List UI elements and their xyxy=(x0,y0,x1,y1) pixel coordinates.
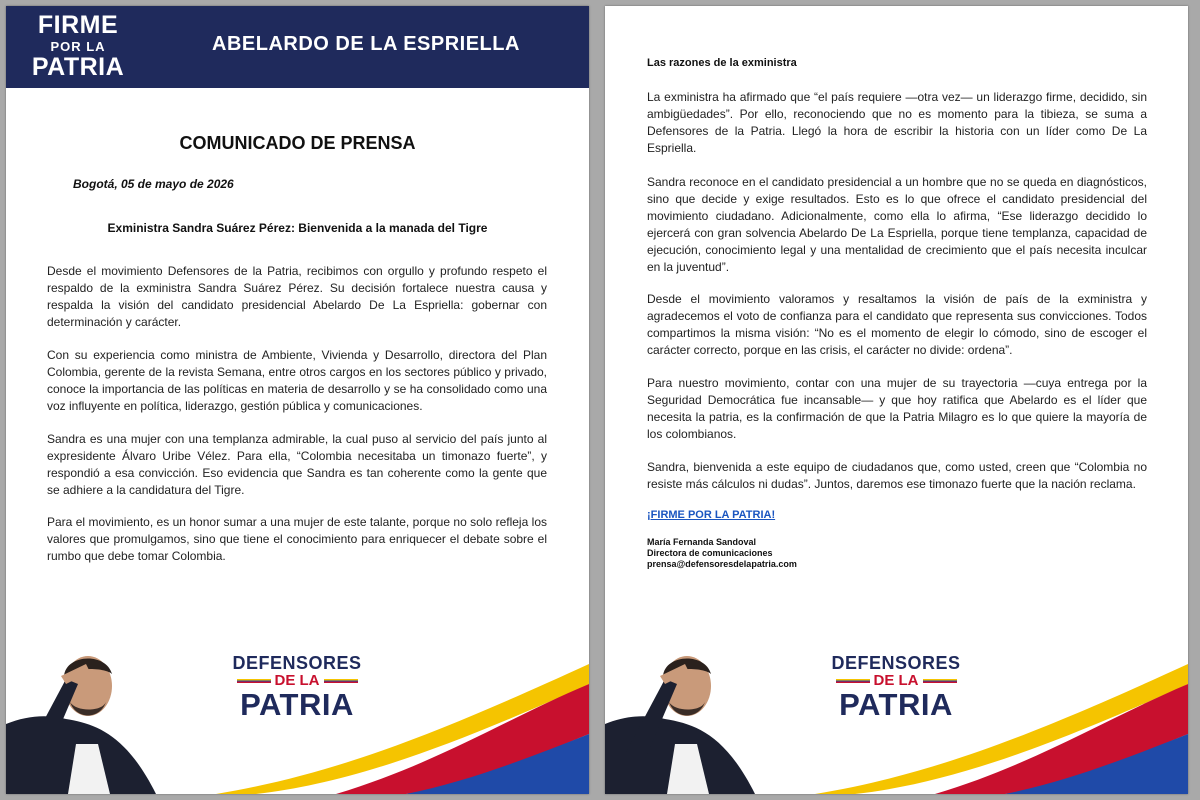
paragraph: Sandra reconoce en el candidato presidencial a un hombre que no se queda en diagnósticos, sino que decide y exige resultados. Esto es lo que ofrece el candidato presidencial del movimiento ciudadano. Adicionalmente, como ella lo afirma, “Ese liderazgo decidido lo ejercerá con gran solvencia Abelardo De La Espriella, porque tiene templanza, capacidad de ejecución, conocimiento legal y una mentalidad de crecimiento que el país necesita inculcar en la juventud”. xyxy=(647,175,1147,274)
footer-logo-line-1: DEFENSORES xyxy=(831,653,961,673)
candidate-name: ABELARDO DE LA ESPRIELLA xyxy=(212,33,520,55)
paragraph: Para nuestro movimiento, contar con una mujer de su trayectoria —cuya entrega por la Seguridad Democrática fue incansable— y que hoy ratifica que Abelardo es el líder que necesita la patria, es la confirmación de que la Patria Milagro es lo que quiere la mayoría de los colombianos. xyxy=(647,376,1147,441)
document-title: COMUNICADO DE PRENSA xyxy=(179,133,416,153)
contact-email: prensa@defensoresdelapatria.com xyxy=(647,559,797,569)
flag-stripe xyxy=(324,679,358,683)
paragraph: Para el movimiento, es un honor sumar a una mujer de este talante, porque no solo refleja los valores que promulgamos, sino que tiene el conocimiento para enriquecer el debate sobre el rumbo que debe tomar Colombia. xyxy=(47,515,547,563)
saluting-candidate-portrait xyxy=(6,624,166,794)
paragraph: Sandra es una mujer con una templanza admirable, la cual puso al servicio del país junto al expresidente Álvaro Uribe Vélez. Para ella, “Colombia necesitaba un timonazo fuerte”, y respondió a esa convicción. Eso evidencia que Sandra es tan coherente como la gente que se adhiere a la candidatura del Tigre. xyxy=(47,432,547,497)
logo-line-2: POR LA xyxy=(50,39,106,54)
footer-artwork xyxy=(6,624,589,794)
signature-block xyxy=(647,537,797,570)
paragraph: Con su experiencia como ministra de Ambiente, Vivienda y Desarrollo, directora del Plan Colombia, gerente de la revista Semana, entre otros cargos en los sectores público y privado, conoce la importancia de las políticas en materia de desarrollo y se ha consolidado como una voz influyente en política, liderazgo, gestión pública y comunicaciones. xyxy=(47,348,547,413)
footer-logo-line-2: DE LA xyxy=(274,672,320,689)
header-banner xyxy=(6,6,589,88)
saluting-candidate-portrait xyxy=(605,624,765,794)
footer-logo-line-3: PATRIA xyxy=(240,687,354,722)
paragraph: La exministra ha afirmado que “el país requiere —otra vez— un liderazgo firme, decidido, sin ambigüedades”. Por ello, reconociendo que no es momento para la tibieza, se suma a Defensores de la Patria. Llegó la hora de escribir la historia con un líder como De La Espriella. xyxy=(647,90,1147,155)
footer-logo-line-3: PATRIA xyxy=(839,687,953,722)
paragraph: Desde el movimiento valoramos y resaltamos la visión de país de la exministra y agradecemos el voto de confianza para el candidato que representa sus convicciones. Todos compartimos la misma visión: “No es el momento de elegir lo cómodo, sino de escoger el carácter correcto, porque en las crisis, el carácter no divide: ordena”. xyxy=(647,292,1147,357)
flag-stripe xyxy=(237,679,271,683)
footer-artwork xyxy=(605,624,1188,794)
firme-por-la-patria-logo xyxy=(24,13,132,80)
signatory-name: María Fernanda Sandoval xyxy=(647,537,757,547)
footer-logo-line-2: DE LA xyxy=(873,672,919,689)
page-two xyxy=(605,6,1188,794)
flag-stripe xyxy=(836,679,870,683)
dateline: Bogotá, 05 de mayo de 2026 xyxy=(73,177,234,191)
flag-stripe xyxy=(923,679,957,683)
paragraph: Desde el movimiento Defensores de la Patria, recibimos con orgullo y profundo respeto el respaldo de la exministra Sandra Suárez Pérez. Su decisión fortalece nuestra causa y respalda la visión del candidato presidencial Abelardo De La Espriella: gobernar con determinación y carácter. xyxy=(47,264,547,329)
paragraph: Sandra, bienvenida a este equipo de ciudadanos que, como usted, creen que “Colombia no resiste más cálculos ni dudas”. Juntos, daremos ese timonazo fuerte que la nación reclama. xyxy=(647,460,1147,491)
section-heading: Las razones de la exministra xyxy=(647,57,797,69)
logo-line-3: PATRIA xyxy=(31,53,125,81)
page-one xyxy=(6,6,589,794)
press-subtitle: Exministra Sandra Suárez Pérez: Bienvenida a la manada del Tigre xyxy=(107,221,488,235)
footer-logo-line-1: DEFENSORES xyxy=(232,653,362,673)
defensores-de-la-patria-logo xyxy=(222,654,372,720)
logo-line-1: FIRME xyxy=(37,11,119,39)
defensores-de-la-patria-logo xyxy=(821,654,971,720)
signatory-role: Directora de comunicaciones xyxy=(647,548,773,558)
slogan-link[interactable]: ¡FIRME POR LA PATRIA! xyxy=(647,509,776,521)
